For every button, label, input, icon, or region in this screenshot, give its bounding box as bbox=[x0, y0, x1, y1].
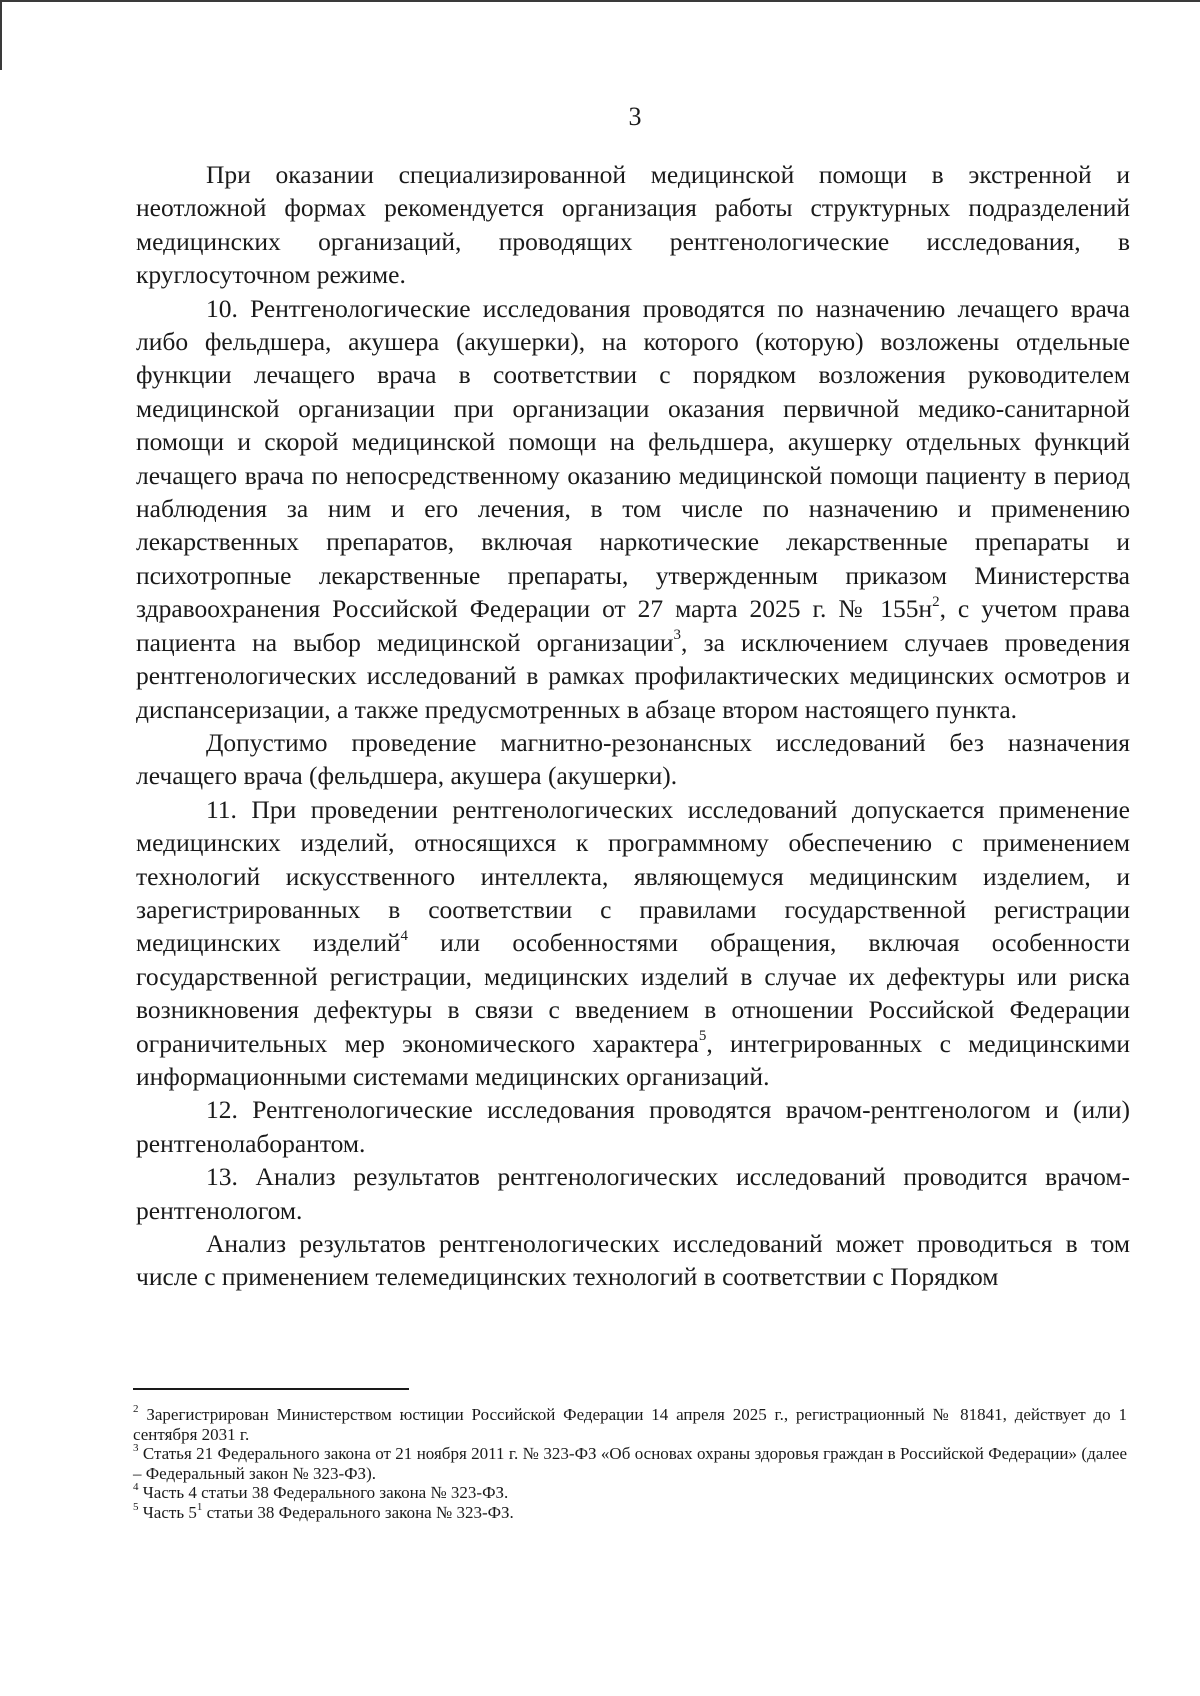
document-body bbox=[136, 158, 1130, 1294]
paragraph-item-13: 13. Анализ результатов рентгенологических исследований проводится врачом-рентгенологом. bbox=[136, 1162, 1130, 1225]
footnote-3 bbox=[133, 1444, 1127, 1483]
footnote-ref-3[interactable]: 3 bbox=[673, 627, 682, 644]
page-number: 3 bbox=[628, 102, 642, 131]
footnote-5 bbox=[133, 1500, 1127, 1523]
paragraph-item-11-part-b: или особенностями обращения, включая особенности государственной регистрации, медицинских изделий в случае их дефектуры или риска возникновения дефектуры в связи с введением в отношении Российской Федерации ограничительных мер экономического характера bbox=[136, 928, 1130, 1058]
footnote-text: Часть 4 статьи 38 Федерального закона № 323-ФЗ. bbox=[138, 1483, 509, 1502]
scan-edge-top bbox=[0, 0, 1200, 2]
footnote-2 bbox=[133, 1405, 1127, 1444]
paragraph-emergency-care: При оказании специализированной медицинской помощи в экстренной и неотложной формах рекомендуется организация работы структурных подразделений медицинских организаций, проводящих рентгенологические исследования, в круглосуточном режиме. bbox=[136, 160, 1130, 290]
footnote-divider bbox=[133, 1388, 409, 1390]
footnote-text: статьи 38 Федерального закона № 323-ФЗ. bbox=[202, 1502, 514, 1522]
paragraph-item-12: 12. Рентгенологические исследования проводятся врачом-рентгенологом и (или) рентгенолаборантом. bbox=[136, 1095, 1130, 1158]
footnote-text: Часть 5 bbox=[138, 1502, 197, 1522]
paragraph-item-11-part-a: 11. При проведении рентгенологических исследований допускается применение медицинских изделий, относящихся к программному обеспечению с применением технологий искусственного интеллекта, являющемуся медицинским изделием, и зарегистрированных в соответствии с правилами государственной регистрации медицинских изделий bbox=[136, 794, 1130, 958]
footnote-part-index: 1 bbox=[196, 1500, 203, 1513]
footnote-text: Статья 21 Федерального закона от 21 ноября 2011 г. № 323-ФЗ «Об основах охраны здоровья граждан в Российской Федерации» (далее – Федеральный закон № 323-ФЗ). bbox=[133, 1444, 1127, 1483]
paragraph-item-10-part-b: , с учетом права пациента на выбор медицинской организации bbox=[136, 594, 1130, 657]
footnote-4 bbox=[133, 1483, 1127, 1503]
footnote-mark: 3 bbox=[133, 1442, 139, 1455]
paragraph-item-10-part-a: 10. Рентгенологические исследования проводятся по назначению лечащего врача либо фельдшера, акушера (акушерки), на которого (которую) возложены отдельные функции лечащего врача в соответствии с порядком возложения руководителем медицинской организации при организации оказания первичной медико-санитарной помощи и скорой медицинской помощи на фельдшера, акушерку отдельных функций лечащего врача по непосредственному оказанию медицинской помощи пациенту в период наблюдения за ним и его лечения, в том числе по назначению и применению лекарственных препаратов, включая наркотические лекарственные препараты и психотропные лекарственные препараты, утвержденным приказом Министерства здравоохранения Российской Федерации от 27 марта 2025 г. № 155н bbox=[136, 293, 1130, 624]
footnote-mark: 4 bbox=[133, 1481, 139, 1494]
footnote-ref-4[interactable]: 4 bbox=[400, 927, 409, 944]
paragraph-telemedicine: Анализ результатов рентгенологических исследований может проводиться в том числе с применением телемедицинских технологий в соответствии с Порядком bbox=[136, 1229, 1130, 1292]
paragraph-mri: Допустимо проведение магнитно-резонансных исследований без назначения лечащего врача (фельдшера, акушера (акушерки). bbox=[136, 727, 1130, 791]
paragraph-item-10 bbox=[136, 292, 1130, 726]
footnotes bbox=[133, 1405, 1127, 1522]
footnote-ref-2[interactable]: 2 bbox=[932, 593, 940, 610]
footnote-ref-5[interactable]: 5 bbox=[698, 1028, 707, 1045]
scan-edge-left bbox=[0, 0, 2, 70]
paragraph-item-11 bbox=[136, 793, 1130, 1094]
footnote-text: Зарегистрирован Министерством юстиции Российской Федерации 14 апреля 2025 г., регистрационный № 81841, действует до 1 сентября 2031 г. bbox=[133, 1405, 1127, 1444]
paragraph-item-11-part-c: , интегрированных с медицинскими информационными системами медицинских организаций. bbox=[136, 1028, 1130, 1091]
footnote-mark: 5 bbox=[133, 1500, 139, 1513]
paragraph-item-10-part-c: , за исключением случаев проведения рентгенологических исследований в рамках профилактических медицинских осмотров и диспансеризации, а также предусмотренных в абзаце втором настоящего пункта. bbox=[136, 627, 1130, 724]
footnote-mark: 2 bbox=[133, 1403, 139, 1416]
